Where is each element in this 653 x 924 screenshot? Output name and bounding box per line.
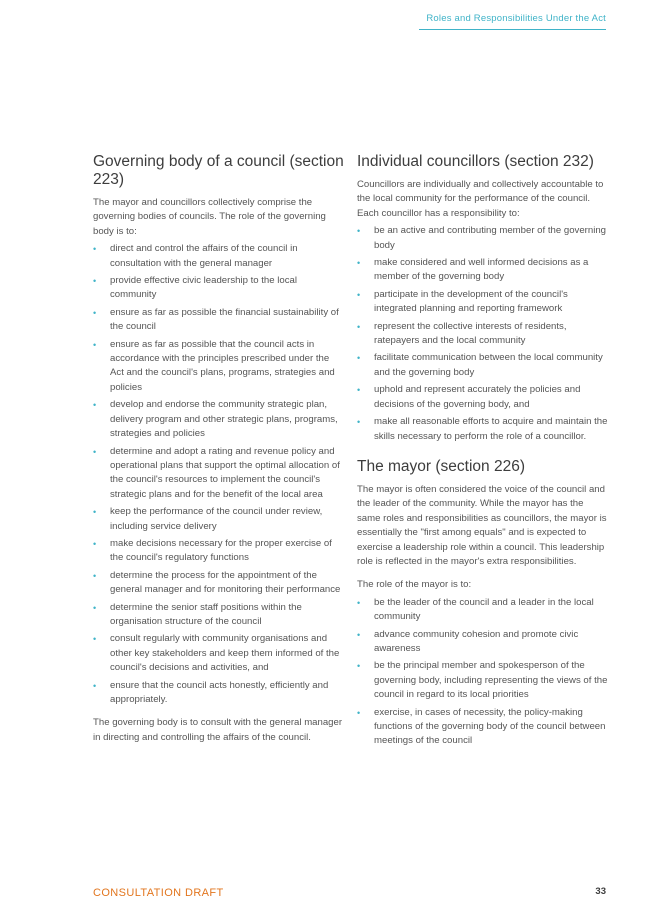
- list-item: • make decisions necessary for the proper exercise of the council's regulatory functions: [93, 537, 332, 564]
- bullet-icon: •: [93, 570, 97, 581]
- list-item: • determine the senior staff positions within the organisation structure of the council: [93, 601, 302, 627]
- list-item: • represent the collective interests of residents, ratepayers and the local community: [357, 320, 567, 347]
- governing-body-intro: The mayor and councillors collectively comprise the governing bodies of councils. The role of the governing body is to:: [93, 197, 326, 237]
- bullet-icon: •: [93, 602, 97, 613]
- mayor-intro: The mayor is often considered the voice of the council and the leader of the community. While the mayor has the same roles and responsibilities as councillors, the mayor is essentially the "first among equals" and is expected to exercise a leadership role within a council. This leadership role is reflected in the mayor's extra responsibilities.: [357, 483, 607, 567]
- right-column: [357, 153, 609, 749]
- bullet-icon: •: [93, 400, 97, 411]
- list-item: • be the leader of the council and a leader in the local community: [357, 596, 594, 623]
- bullet-icon: •: [93, 307, 97, 318]
- bullet-icon: •: [357, 258, 361, 269]
- list-item: • make considered and well informed decisions as a member of the governing body: [357, 257, 589, 283]
- bullet-icon: •: [93, 339, 97, 350]
- bullet-icon: •: [93, 538, 97, 549]
- left-column: [93, 153, 345, 745]
- list-item: • be an active and contributing member of the governing body: [357, 225, 606, 251]
- list-item: • ensure as far as possible the financial sustainability of the council: [93, 306, 339, 333]
- list-item: • direct and control the affairs of the council in consultation with the general manager: [93, 243, 298, 269]
- list-item: • provide effective civic leadership to the local community: [93, 275, 298, 301]
- list-item: • determine the process for the appointment of the general manager and for monitoring their performance: [93, 569, 341, 596]
- individual-councillors-intro: Councillors are individually and collectively accountable to the local community for the performance of the council. Each councillor has a responsibility to:: [357, 179, 604, 219]
- bullet-icon: •: [357, 417, 361, 428]
- bullet-icon: •: [357, 707, 361, 718]
- list-item: • facilitate communication between the local community and the governing body: [357, 352, 603, 378]
- list-item: • exercise, in cases of necessity, the policy-making functions of the governing body of the council between meetings of the council: [357, 706, 606, 747]
- list-item: • make all reasonable efforts to acquire and maintain the skills necessary to perform the role of a councillor.: [357, 416, 608, 442]
- list-item: • ensure that the council acts honestly, efficiently and appropriately.: [93, 679, 329, 705]
- bullet-icon: •: [357, 629, 361, 640]
- individual-councillors-heading: Individual councillors (section 232): [357, 153, 594, 170]
- list-item: • develop and endorse the community strategic plan, delivery program and other strategic plans, programs, strategies and policies: [93, 399, 338, 440]
- mayor-role-list: [357, 596, 609, 749]
- bullet-icon: •: [357, 321, 361, 332]
- bullet-icon: •: [93, 446, 97, 457]
- list-item: • consult regularly with community organisations and other key stakeholders and keep them informed of the council's decisions and activities, and: [93, 633, 340, 674]
- governing-body-heading: Governing body of a council (section 223): [93, 153, 344, 188]
- bullet-icon: •: [357, 289, 361, 300]
- bullet-icon: •: [93, 244, 97, 255]
- bullet-icon: •: [93, 680, 97, 691]
- running-header: Roles and Responsibilities Under the Act: [426, 13, 606, 24]
- list-item: • participate in the development of the council's integrated planning and reporting framework: [357, 288, 568, 315]
- page-number: 33: [595, 886, 606, 897]
- mayor-role-intro: The role of the mayor is to:: [357, 579, 472, 591]
- mayor-heading: The mayor (section 226): [357, 457, 525, 475]
- bullet-icon: •: [357, 226, 361, 237]
- bullet-icon: •: [357, 661, 361, 672]
- list-item: • ensure as far as possible that the council acts in accordance with the principles prescribed under the Act and the council's plans, programs, strategies and policies: [93, 338, 335, 393]
- bullet-icon: •: [357, 353, 361, 364]
- bullet-icon: •: [93, 634, 97, 645]
- bullet-icon: •: [93, 276, 97, 287]
- governing-body-closing: The governing body is to consult with the general manager in directing and controlling the affairs of the council.: [93, 717, 343, 743]
- list-item: • advance community cohesion and promote civic awareness: [357, 628, 579, 654]
- list-item: • determine and adopt a rating and revenue policy and operational plans that support the optimal allocation of the council's resources to implement the council's strategic plans and for the benefit of the local area: [93, 445, 340, 500]
- consultation-draft-label: CONSULTATION DRAFT: [93, 887, 224, 899]
- list-item: • uphold and represent accurately the policies and decisions of the governing body, and: [357, 384, 581, 410]
- bullet-icon: •: [357, 597, 361, 608]
- governing-body-list: [93, 242, 345, 707]
- list-item: • keep the performance of the council under review, including service delivery: [93, 506, 323, 532]
- individual-councillors-list: [357, 224, 609, 444]
- header-divider: [419, 29, 606, 30]
- bullet-icon: •: [357, 385, 361, 396]
- list-item: • be the principal member and spokesperson of the governing body, including representing the views of the council in regard to its local priorities: [357, 660, 608, 701]
- bullet-icon: •: [93, 507, 97, 518]
